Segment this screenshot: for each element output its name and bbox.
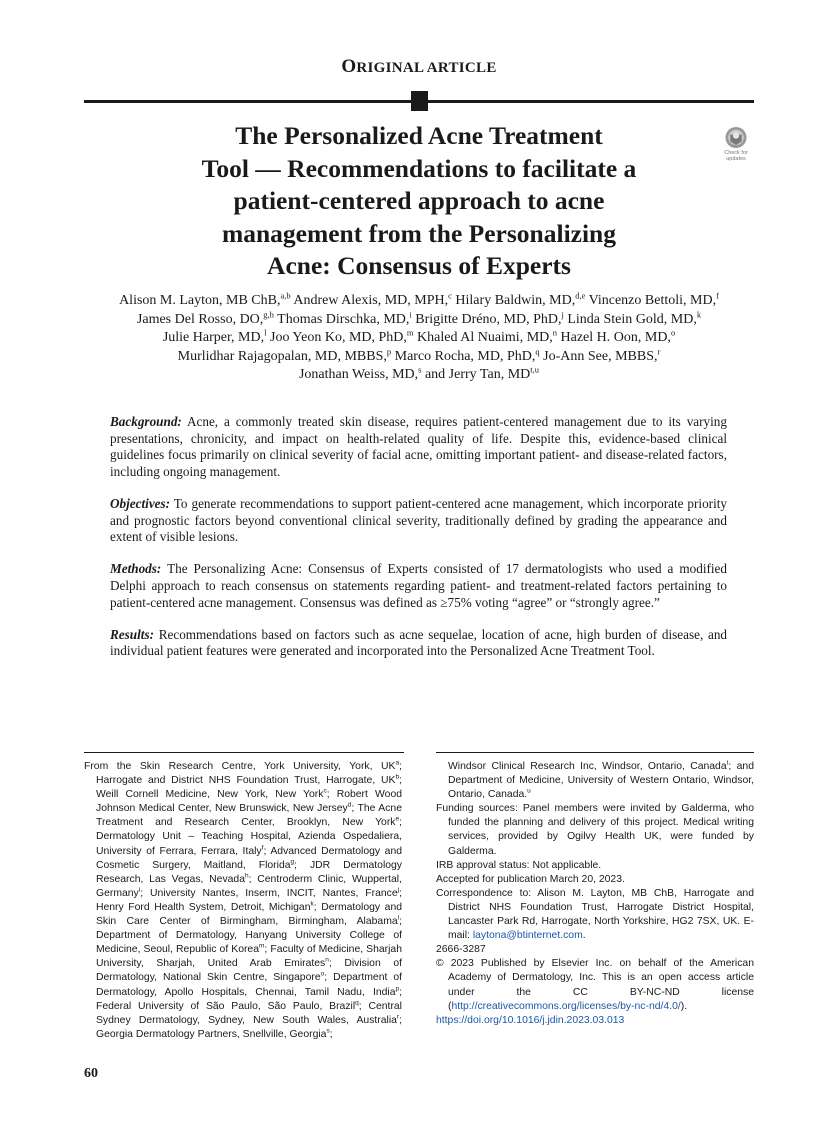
affiliations-lead: From the [84,761,132,772]
affiliation-mark: u [527,787,531,795]
accepted-note: Accepted for publication March 20, 2023. [436,873,625,885]
affiliation-mark: c [323,787,327,795]
abstract-heading: Methods: [110,561,162,577]
affiliation-mark: e [395,815,400,823]
author-name: Jonathan Weiss, MD, [298,367,419,382]
title-line: patient-centered approach to acne [233,186,605,215]
affiliation-mark: r [396,1013,400,1021]
copyright-suffix: ). [680,1000,688,1012]
author-name: Marco Rocha, MD, PhD, [394,348,536,364]
footnote-rule-left [84,752,404,753]
affiliation-text: and Department of Medicine, University of Western Ontario, Windsor, Ontario, Canada. [448,761,754,801]
author-affiliation-mark: m [406,327,414,338]
affiliation-mark: d [347,801,352,809]
author-name: Hilary Baldwin, MD, [455,293,576,308]
affiliation-text: Department of Dermatology, Apollo Hospitals, Chennai, Tamil Nadu, India [96,972,402,998]
affiliation-text: Faculty of Medicine, Sharjah University, Sharjah, United Arab Emirates [96,944,402,970]
correspondence-note: Correspondence to: Alison M. Layton, MB ChB, Harrogate and District NHS Foundation Trust, Harrogate District Hospital, Lancaster Park Rd, Harrogate, North Yorkshire, HG2 7SX, UK. E-mail: laytona@btinternet.com. [436,887,754,942]
title-line: The Personalized Acne Treatment [235,121,603,150]
affiliation-text: Windsor Clinical Research Inc, Windsor, Ontario, Canada [448,761,727,772]
abstract-objectives [110,496,727,546]
author-affiliation-mark: q [535,345,540,356]
author-affiliation-mark: s [418,364,422,375]
affiliation-mark: q [355,999,359,1007]
page-number: 60 [84,1066,98,1081]
author-name: Khaled Al Nuaimi, MD, [417,330,553,345]
issn-note: 2666-3287 [436,944,486,956]
author-list [80,292,758,385]
article-title [150,120,688,283]
affiliation-text: Department of Dermatology, Hanyang University College of Medicine, Seoul, Republic of Korea [96,930,402,956]
author-name: and Jerry Tan, MD [424,367,531,382]
author-name: Joo Yeon Ko, MD, PhD, [270,330,407,345]
section-label [0,56,838,78]
affiliation-mark: n [325,956,329,964]
title-line: management from the Personalizing [221,218,616,248]
check-for-updates-badge[interactable] [718,126,754,162]
author-affiliation-mark: o [670,327,676,338]
doi-link[interactable]: https://doi.org/10.1016/j.jdin.2023.03.013 [436,1014,625,1026]
affiliation-mark: m [259,942,265,950]
abstract-text: The Personalizing Acne: Consensus of Experts consisted of 17 dermatologists who used a modified Delphi approach to reach consensus on statements regarding patient- and treatment-related factors pertaining to patient-centered acne management. Consensus was defined as ≥75% voting “agree” or “strongly agree.” [110,561,727,610]
affiliation-text: Henry Ford Health System, Detroit, Michigan [96,901,311,913]
affiliation-text: Weill Cornell Medicine, New York, New York [96,789,324,801]
author-name: Jo-Ann See, MBBS, [543,348,658,364]
header-rule-marker [411,91,428,111]
author-affiliation-mark: g,h [263,308,274,319]
author-affiliation-mark: c [448,290,452,301]
irb-note: IRB approval status: Not applicable. [436,859,602,871]
affiliations-continued: Windsor Clinical Research Inc, Windsor, Ontario, Canada$^t$; and Department of Medicine, University of Western Ontario, Windsor, Ontario, Canada.$^u$ [448,759,754,801]
author-affiliation-mark: a,b [280,290,291,301]
author-name: Vincenzo Bettoli, MD, [588,293,717,308]
affiliation-mark: g [290,858,295,866]
affiliation-mark: s [326,1027,330,1035]
section-label-rest: RIGINAL ARTICLE [356,60,497,76]
affiliation-text: Centroderm Clinic, Wuppertal, Germany [96,873,402,899]
abstract-background [110,414,727,480]
affiliation-text: Division of Dermatology, National Skin Centre, Singapore [96,958,403,984]
badge-label-line: Check for [724,150,748,156]
affiliation-text: Harrogate and District NHS Foundation Trust, Harrogate, UK [96,775,396,787]
abstract-methods [110,561,727,611]
abstract [110,414,727,676]
affiliation-mark: t [726,759,729,767]
affiliation-text: Skin Research Centre, York University, York, UK [139,761,396,772]
author-name: Thomas Dirschka, MD, [277,311,410,327]
author-affiliation-mark: r [657,345,661,356]
abstract-text: To generate recommendations to support patient-centered acne management, which incorporate priority and prognostic factors beyond conventional clinical severity, traditionally defined by grading the appearance and extent of visible lesions. [110,495,727,545]
author-affiliation-mark: p [386,345,392,356]
author-affiliation-mark: j [561,308,564,319]
affiliation-text: Dermatology and Skin Care Center of Birmingham, Birmingham, Alabama [96,901,402,928]
author-name: Murlidhar Rajagopalan, MD, MBBS, [177,348,387,364]
author-name: Hazel H. Oon, MD, [560,330,671,345]
copyright-note [436,957,754,1013]
abstract-results [110,627,727,660]
author-name: Brigitte Dréno, MD, PhD, [415,311,562,327]
affiliation-mark: a [395,759,400,767]
badge-label [718,150,754,162]
affiliations-column [84,760,402,1042]
affiliation-text: University Nantes, Inserm, INCIT, Nantes, France [150,887,398,899]
footnotes-column [436,760,754,1028]
affiliation-mark: h [244,872,249,880]
affiliation-text: The Acne Treatment and Research Center, Brooklyn, New York [96,803,402,829]
author-affiliation-mark: i [409,308,412,319]
author-affiliation-mark: f [716,290,719,301]
author-affiliation-mark: n [552,327,558,338]
abstract-text: Recommendations based on factors such as acne sequelae, location of acne, high burden of disease, and individual patient features were generated and incorporated into the Personalized Acne Treatment Tool. [110,626,728,659]
author-name: Linda Stein Gold, MD, [567,311,697,327]
affiliation-mark: k [310,900,314,908]
abstract-text: Acne, a commonly treated skin disease, requires patient-centered management due to its varying presentations, chronicity, and impact on health-related quality of life. Despite this, evidence-based clinical guidelines focus primarily on clinical severity of facial acne, omitting important patient- and disease-related factors, including ongoing management. [110,414,727,479]
author-affiliation-mark: t,u [530,364,540,375]
title-line: Acne: Consensus of Experts [267,251,571,280]
affiliation-mark: i [138,886,141,894]
badge-label-line: updates [726,156,746,162]
affiliation-mark: j [397,886,400,894]
author-name: James Del Rosso, DO, [136,311,264,327]
affiliation-text: Central Sydney Dermatology, Sydney, New South Wales, Australia [96,1000,402,1026]
author-affiliation-mark: k [696,308,702,319]
correspondence-text: Correspondence to: Alison M. Layton, MB ChB, Harrogate and District NHS Foundation Trust, Harrogate District Hospital, Lancaster Park Rd, Harrogate, North Yorkshire, HG2 7SX, UK. E-mail: [436,887,754,942]
check-for-updates-icon [724,126,748,149]
abstract-heading: Results: [110,626,154,642]
author-name: Andrew Alexis, MD, MPH, [293,293,449,308]
affiliation-text: Dermatology Unit – Teaching Hospital, Azienda Ospedaliera, University of Ferrara, Ferrara, Italy [96,831,402,857]
abstract-heading: Background: [110,414,182,429]
affiliation-mark: o [320,970,325,978]
funding-note: Funding sources: Panel members were invited by Galderma, who funded the planning and delivery of this project. Medical writing services, provided by Ogilvy Health UK, were funded by Galderma. [436,803,754,857]
license-link[interactable]: http://creativecommons.org/licenses/by-nc-nd/4.0/ [451,1000,681,1012]
affiliation-text: Federal University of São Paulo, São Paulo, Brazil [96,1000,356,1012]
affiliation-mark: p [395,985,400,993]
author-name: Julie Harper, MD, [162,330,265,345]
affiliation-mark: f [261,844,264,852]
copyright-text: © 2023 Published by Elsevier Inc. on behalf of the American Academy of Dermatology, Inc. This is an open access article under the CC BY-NC-ND license ( [436,958,754,1012]
footnote-rule-right [436,752,754,753]
author-affiliation-mark: l [264,327,267,338]
author-affiliation-mark: d,e [575,290,586,301]
affiliation-text: Georgia Dermatology Partners, Snellville, Georgia [96,1028,327,1040]
affiliation-mark: l [397,914,400,922]
section-label-cap: O [341,56,357,77]
affiliation-text: JDR Dermatology Research, Las Vegas, Nevada [96,859,403,885]
abstract-heading: Objectives: [110,495,171,511]
email-link[interactable]: laytona@btinternet.com [472,930,583,942]
affiliation-text: Robert Wood Johnson Medical Center, New Brunswick, New Jersey [96,789,402,815]
author-name: Alison M. Layton, MB ChB, [119,293,281,308]
affiliations-paragraph: From the Skin Research Centre, York University, York, $UK^a$; Harrogate and District NHS Foundation Trust, Harrogate, $UK^b$; Weill Cornell Medicine, New York, New York$^c$; Robert Wood Johnson Medical Center, New Brunswick, New Jersey$^d$; The Acne Treatment and Research Center, Brooklyn, New York$^e$; Dermatology Unit – Teaching Hospital, Azienda Ospedaliera, University of Ferrara, Ferrara, Italy$^f$; Advanced Dermatology and Cosmetic Surgery, Maitland, Florida$^g$; JDR Dermatology Research, Las Vegas, Nevada$^h$; Centroderm Clinic, Wuppertal, Germany$^i$; University Nantes, Inserm, INCIT, Nantes, France$^j$; Henry Ford Health System, Detroit, Michigan$^k$; Dermatology and Skin Care Center of Birmingham, Birmingham, Alabama$^l$; Department of Dermatology, Hanyang University College of Medicine, Seoul, Republic of Korea$^m$; Faculty of Medicine, Sharjah University, Sharjah, United Arab Emirates$^n$; Division of Dermatology, National Skin Centre, Singapore$^o$; Department of Dermatology, Apollo Hospitals, Chennai, Tamil Nadu, India$^p$; Federal University of São Paulo, São Paulo, Brazil$^q$; Central Sydney Dermatology, Sydney, New South Wales, Australia$^r$; Georgia Dermatology Partners, Snellville, Georgia$^s$; [84,759,403,1040]
title-line: Tool — Recommendations to facilitate a [201,153,637,183]
affiliation-text: Advanced Dermatology and Cosmetic Surgery, Maitland, Florida [96,845,403,871]
affiliation-mark: b [395,773,400,781]
